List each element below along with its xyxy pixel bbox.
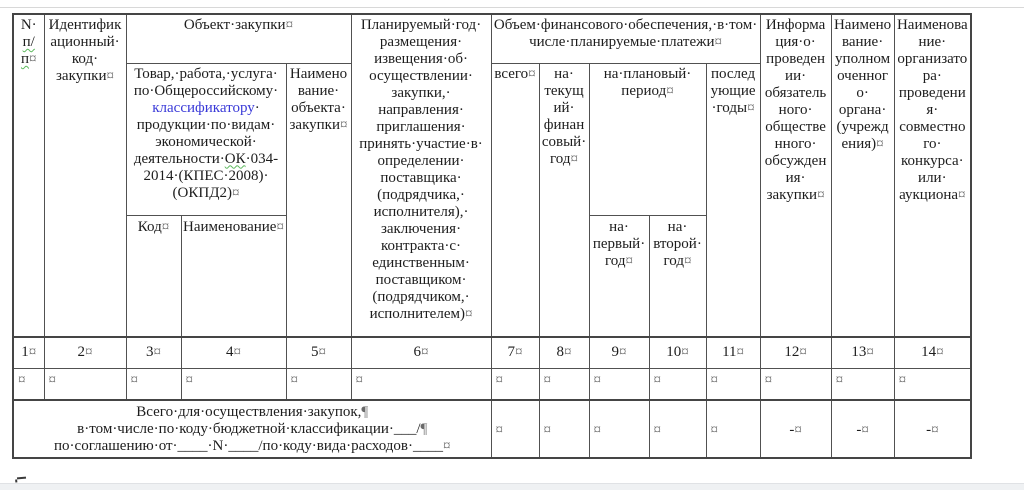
column-number-label: 9 [611,344,620,361]
header-cell-object-name [286,63,351,337]
procurement-plan-table [12,13,972,459]
header-cell-ikz [44,14,126,337]
cell-mark: ¤ [464,306,473,322]
para-mark: ¶ [361,403,369,420]
empty-data-row [13,368,971,400]
cell-mark: ¤ [355,371,364,388]
cell-mark: ¤ [931,421,939,438]
column-number-label: 13 [851,344,867,361]
empty-cell [706,368,760,400]
column-number [286,337,351,368]
cell-mark: ¤ [185,371,193,388]
cell-mark: ¤ [233,344,241,361]
column-number [44,337,126,368]
column-number [760,337,831,368]
header-cell-finance [491,14,760,63]
cell-mark: ¤ [570,150,578,167]
column-number [589,337,649,368]
header-label: Идентификационный·​код·​закупки [48,17,122,84]
cell-mark: ¤ [495,371,504,388]
header-label: Код [137,218,162,235]
header-cell-object [126,14,351,63]
cell-mark: ¤ [153,344,161,361]
header-label: ·​продукции·​по·​видам·​экономической·​деятельности·​ [133,99,276,167]
cell-mark: ¤ [653,421,662,438]
cell-mark: ¤ [161,218,170,235]
column-number-label: 7 [507,344,516,361]
header-cell-first-year [589,215,649,337]
header-label: Наименование·​объекта·​закупки [289,65,348,133]
column-number-label: 11 [722,344,737,361]
column-number [539,337,589,368]
total-dash-cell [894,400,971,458]
header-cell-public-discussion [760,14,831,337]
cell-mark: ¤ [340,116,348,133]
cell-mark: ¤ [564,344,572,361]
header-label: последующие·​годы [710,65,756,116]
total-text: в·​том·​числе·​по·​коду·​бюджетной·​классификации·​___/ [77,420,421,437]
total-row [13,400,971,458]
cell-mark: ¤ [898,371,907,388]
cell-mark: ¤ [421,344,429,361]
header-label: Информация·​о·​проведении·​обязательного·​общественного·​обсуждения·​закупки [764,17,827,203]
header-cell-joint-organizer [894,14,971,337]
cell-mark: ¤ [799,344,807,361]
empty-cell [181,368,286,400]
header-cell-name [181,215,286,337]
cell-mark: ¤ [684,252,692,269]
cell-mark: ¤ [619,344,627,361]
column-number [126,337,181,368]
cell-mark: ¤ [835,371,844,388]
page-top-divider [0,7,1024,8]
empty-cell [589,368,649,400]
column-number [894,337,971,368]
cell-mark: ¤ [528,65,536,82]
cell-mark: ¤ [593,371,602,388]
total-line-3 [20,438,485,455]
column-number-label: 1 [21,344,29,361]
column-number [831,337,894,368]
total-value-cell [706,400,760,458]
column-number [491,337,539,368]
empty-cell [286,368,351,400]
header-cell-total [491,63,539,337]
classifier-hyperlink[interactable]: классификатору [152,99,255,116]
cell-mark: ¤ [710,421,719,438]
cell-mark: ¤ [736,344,745,361]
column-number [649,337,706,368]
cell-mark: ¤ [710,371,719,388]
cell-mark: ¤ [747,99,755,116]
cell-mark: ¤ [318,344,326,361]
total-text: по·​соглашению·​от·​____·​N·​____/по·​коду·​вида·​расходов·​____ [54,437,443,454]
column-number-row [13,337,971,368]
header-label: Наименование·​уполномоченного·​органа·​(учреждения) [833,17,892,152]
cell-mark: ¤ [794,421,802,438]
column-number-label: 3 [146,344,154,361]
header-cell-code [126,215,181,337]
column-number-label: 6 [413,344,422,361]
cell-mark: ¤ [276,218,284,235]
header-cell-current-year [539,63,589,337]
cell-mark: ¤ [106,68,114,84]
cell-mark: ¤ [85,344,93,361]
cell-mark: ¤ [817,187,825,203]
header-label: на·​первый·​год [592,218,646,269]
cell-mark: ¤ [593,421,602,438]
header-label: Объект·​закупки [183,17,286,33]
empty-cell [491,368,539,400]
cell-mark: ¤ [443,437,451,454]
column-number [351,337,491,368]
header-label: ·​034-2014·​(КПЕС·​2008)·​(ОКПД2) [143,150,279,201]
cell-mark: ¤ [29,51,37,67]
cell-mark: ¤ [18,371,26,388]
header-cell-planned-year [351,14,491,337]
empty-cell [831,368,894,400]
header-cell-okpd2 [126,63,286,215]
cell-mark: ¤ [936,344,944,361]
empty-cell [760,368,831,400]
total-line-2 [20,421,485,438]
cell-mark: ¤ [666,82,674,99]
cell-mark: ¤ [290,371,298,388]
cell-mark: ¤ [876,136,884,152]
dash: - [789,421,795,438]
header-label: на·​второй·​год [653,218,702,269]
column-number [181,337,286,368]
total-value-cell [649,400,706,458]
empty-cell [539,368,589,400]
cell-mark: ¤ [958,187,966,203]
header-label: Товар,·​работа,·​услуга·​по·​Общероссийскому·​ [133,65,279,99]
cell-mark: ¤ [130,371,138,388]
cell-mark: ¤ [543,371,552,388]
total-value-cell [491,400,539,458]
cell-mark: ¤ [48,371,56,388]
column-number-label: 2 [77,344,85,361]
column-number-label: 5 [311,344,319,361]
cell-mark: ¤ [681,344,689,361]
para-mark: ¶ [420,420,428,437]
cell-mark: ¤ [231,184,240,201]
header-label: N·​ [20,17,37,33]
header-label: на·​плановый·​период [603,65,692,99]
cell-mark: ¤ [714,34,723,50]
total-value-cell [589,400,649,458]
empty-cell [649,368,706,400]
cell-mark: ¤ [653,371,662,388]
cell-mark: ¤ [866,344,874,361]
header-cell-subsequent-years [706,63,760,337]
header-cell-second-year [649,215,706,337]
total-value-cell [539,400,589,458]
header-cell-authorized-body [831,14,894,337]
total-line-1 [20,404,485,421]
cell-mark: ¤ [28,344,37,361]
cell-mark: ¤ [495,421,504,438]
header-label: на·​текущий·​финансовый·​год [541,65,587,167]
header-cell-plan-period [589,63,706,215]
page-bottom-edge [0,483,1024,490]
total-text: Всего·​для·​осуществления·​закупок, [136,403,362,420]
cell-mark: ¤ [285,17,294,33]
spellcheck-underline: ОК [224,150,246,167]
header-row-1 [13,14,971,63]
column-number-label: 10 [666,344,682,361]
cell-mark: ¤ [515,344,523,361]
cell-mark: ¤ [764,371,773,388]
empty-cell [126,368,181,400]
header-label: всего [494,65,529,82]
empty-cell [13,368,44,400]
column-number [706,337,760,368]
column-number-label: 8 [556,344,565,361]
cell-mark: ¤ [625,252,633,269]
column-number-label: 4 [226,344,234,361]
empty-cell [351,368,491,400]
header-label: Наименование [183,218,277,235]
column-number [13,337,44,368]
cutoff-text-fragment [17,477,26,480]
empty-cell [44,368,126,400]
header-label: Планируемый·​год·​размещения·​извещения·​об·​осуществлении·​закупки,·​направления·​приглашения·​принять·​участие·​в·​определении·​поставщика·​(подрядчика,·​исполнителя),·​заключения·​контракта·​с·​единственным·​поставщиком·​(подрядчиком,·​исполнителем) [359,17,483,322]
column-number-label: 14 [921,344,937,361]
total-dash-cell [760,400,831,458]
empty-cell [894,368,971,400]
column-number-label: 12 [784,344,800,361]
total-row-label-cell [13,400,491,458]
header-cell-row-number [13,14,44,337]
cell-mark: ¤ [861,421,869,438]
dash: - [926,421,932,438]
header-label: Наименование·​организатора·​проведения·​совместного·​конкурса·​или·​аукциона [896,17,968,203]
spellcheck-underline: п/п [20,34,35,67]
header-label: Объем·​финансового·​обеспечения,·​в·​том·​числе·​планируемые·​платежи [493,17,758,50]
dash: - [856,421,862,438]
cell-mark: ¤ [543,421,552,438]
total-dash-cell [831,400,894,458]
